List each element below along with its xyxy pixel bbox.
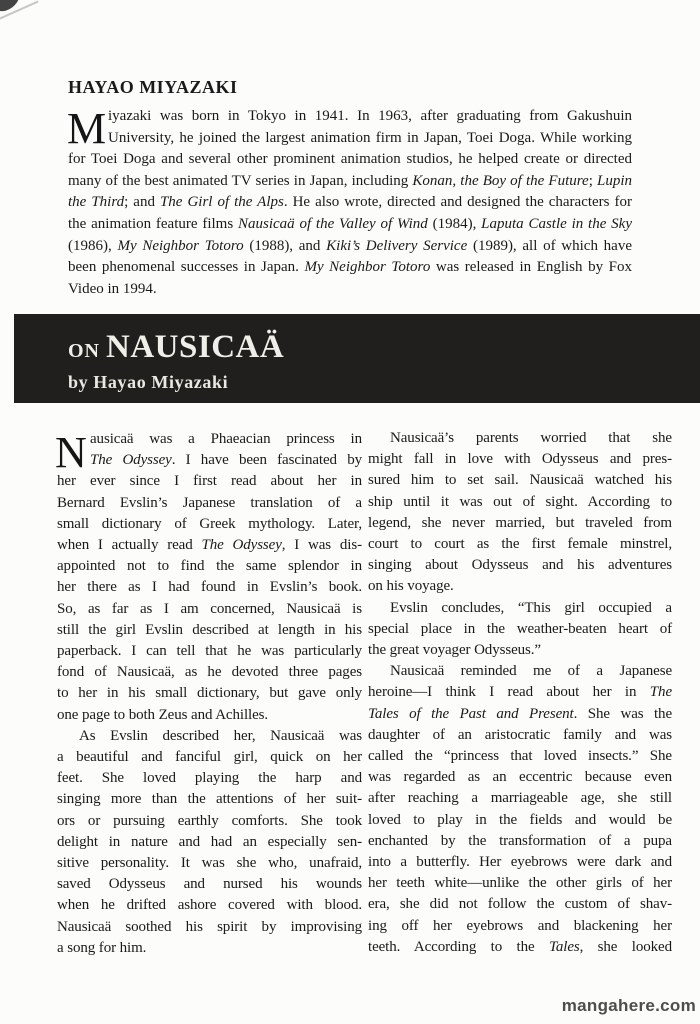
paragraph bbox=[368, 428, 672, 598]
text-line: her there as I had found in Evslin’s book. bbox=[57, 579, 362, 596]
intro-paragraph bbox=[68, 106, 632, 300]
text-line: when he drifted ashore covered with blood. bbox=[57, 897, 362, 914]
paragraph bbox=[57, 726, 362, 959]
drop-cap: M bbox=[67, 104, 107, 153]
text-line: called the “princess that loved insects.” She bbox=[368, 748, 672, 765]
text-line: sitive personality. It was she who, unafraid, bbox=[57, 855, 362, 872]
text-line: to her in his small dictionary, but gave only bbox=[57, 685, 362, 702]
text-line: singing more than the attentions of her suit- bbox=[57, 791, 362, 808]
text-line: been phenomenal successes in Japan. My Neighbor Totoro was released in English by Fox bbox=[68, 259, 632, 276]
text-line: many of the best animated TV series in Japan, including Konan, the Boy of the Future; Lupin bbox=[68, 172, 632, 189]
text-line: a beautiful and fanciful girl, quick on her bbox=[57, 749, 362, 766]
paragraph bbox=[368, 598, 672, 662]
text-line: teeth. According to the Tales, she looked bbox=[368, 938, 672, 955]
text-line: paperback. I can tell that he was particularly bbox=[57, 643, 362, 660]
text-line: the animation feature films Nausicaä of the Valley of Wind (1984), Laputa Castle in the Sky bbox=[68, 215, 632, 232]
text-line: As Evslin described her, Nausicaä was bbox=[79, 727, 362, 744]
paragraph bbox=[57, 429, 362, 726]
text-line: Bernard Evslin’s Japanese translation of a bbox=[57, 494, 362, 511]
text-line: small dictionary of Greek mythology. Later, bbox=[57, 515, 362, 532]
text-line: singing about Odysseus and his adventures bbox=[368, 557, 672, 574]
text-line: legend, she never married, but traveled from bbox=[368, 514, 672, 531]
body-column-right bbox=[368, 428, 672, 958]
text-line: was regarded as an eccentric because even bbox=[368, 769, 672, 786]
text-line: a song for him. bbox=[57, 939, 147, 956]
text-line: So, as far as I am concerned, Nausicaä is bbox=[57, 600, 362, 617]
text-line: University, he joined the largest animation firm in Japan, Toei Doga. While working bbox=[108, 129, 632, 146]
paragraph bbox=[368, 661, 672, 958]
text-line: era, she did not follow the custom of shav- bbox=[368, 896, 672, 913]
text-line: special place in the weather-beaten heart of bbox=[368, 620, 672, 637]
text-line: when I actually read The Odyssey, I was dis- bbox=[57, 537, 362, 554]
text-line: Video in 1994. bbox=[68, 280, 157, 297]
text-line: sured him to set sail. Nausicaä watched his bbox=[368, 472, 672, 489]
body-column-left bbox=[57, 429, 362, 959]
text-line: her teeth white—unlike the other girls of her bbox=[368, 875, 672, 892]
paragraph bbox=[68, 106, 632, 300]
text-line: ing off her eyebrows and blackening her bbox=[368, 917, 672, 934]
section-byline: by Hayao Miyazaki bbox=[68, 372, 229, 392]
text-line: after reaching a marriageable age, she still bbox=[368, 790, 672, 807]
site-watermark: mangahere.com bbox=[561, 996, 696, 1015]
text-line: fond of Nausicaä, as he devoted three pages bbox=[57, 664, 362, 681]
text-line: the great voyager Odysseus.” bbox=[368, 642, 541, 659]
text-line: Nausicaä’s parents worried that she bbox=[390, 430, 672, 446]
text-line: her ever since I first read about her in bbox=[57, 473, 362, 490]
text-line: delight in nature and had an especially sen- bbox=[57, 833, 362, 850]
text-line: iyazaki was born in Tokyo in 1941. In 1963, after graduating from Gakushuin bbox=[108, 108, 632, 124]
text-line: still the girl Evslin described at length in his bbox=[57, 621, 362, 638]
text-line: enchanted by the transformation of a pupa bbox=[368, 832, 672, 849]
text-line: ship until it was out of sight. According to bbox=[368, 493, 672, 510]
text-line: loved to play in the fields and would be bbox=[368, 811, 672, 828]
text-line: daughter of an aristocratic family and was bbox=[368, 726, 672, 743]
text-line: heroine—I think I read about her in The bbox=[368, 684, 672, 701]
text-line: on his voyage. bbox=[368, 578, 454, 595]
text-line: into a butterfly. Her eyebrows were dark and bbox=[368, 854, 672, 871]
text-line: Nausicaä reminded me of a Japanese bbox=[390, 663, 672, 680]
text-line: might fall in love with Odysseus and pres- bbox=[368, 451, 672, 468]
text-line: court to court as the first female minstrel, bbox=[368, 536, 672, 553]
section-banner bbox=[14, 314, 700, 403]
section-heading-title: NAUSICAÄ bbox=[106, 329, 285, 365]
page-title: HAYAO MIYAZAKI bbox=[68, 77, 238, 98]
text-line: for Toei Doga and several other prominent animation studios, he helped create or directed bbox=[68, 151, 632, 168]
drop-cap: N bbox=[55, 428, 87, 477]
text-line: Tales of the Past and Present. She was the bbox=[368, 705, 673, 722]
text-line: one page to both Zeus and Achilles. bbox=[57, 706, 269, 723]
text-line: ors or pursuing earthly comforts. She took bbox=[57, 812, 362, 829]
text-line: The Odyssey. I have been fascinated by bbox=[90, 452, 362, 469]
section-heading-kicker: ON bbox=[68, 340, 100, 362]
section-heading bbox=[68, 328, 284, 372]
text-line: feet. She loved playing the harp and bbox=[57, 770, 362, 787]
text-line: Evslin concludes, “This girl occupied a bbox=[390, 599, 672, 616]
text-line: appointed not to find the same splendor in bbox=[57, 558, 362, 575]
text-line: (1986), My Neighbor Totoro (1988), and Kiki’s Delivery Service (1989), all of which have bbox=[68, 237, 632, 254]
text-line: saved Odysseus and nursed his wounds bbox=[57, 876, 362, 893]
text-line: the Third; and The Girl of the Alps. He also wrote, directed and designed the characters for bbox=[68, 194, 633, 211]
text-line: Nausicaä soothed his spirit by improvising bbox=[57, 918, 362, 935]
text-line: ausicaä was a Phaeacian princess in bbox=[90, 431, 362, 447]
